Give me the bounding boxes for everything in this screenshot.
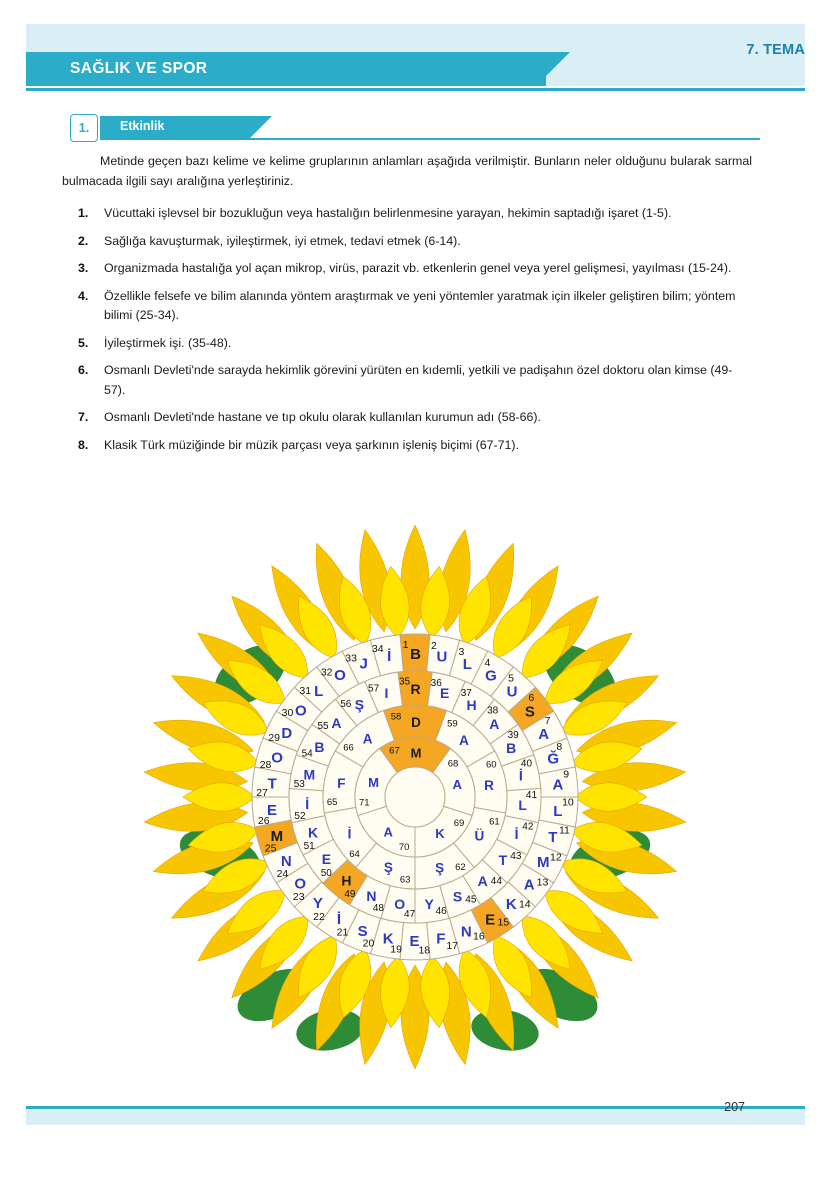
puzzle-cell-letter: T [267, 775, 277, 793]
puzzle-cell-number: 54 [301, 748, 313, 760]
puzzle-cell-letter: K [382, 930, 394, 948]
puzzle-cell-letter: K [307, 824, 319, 841]
puzzle-cell-number: 43 [510, 850, 522, 862]
puzzle-cell-letter: D [411, 714, 421, 730]
puzzle-cell-letter: M [368, 775, 379, 791]
puzzle-cell-letter: M [270, 828, 284, 846]
activity-header [70, 114, 760, 140]
list-item-number: 5. [78, 335, 89, 350]
puzzle-cell-number: 7 [544, 715, 551, 728]
puzzle-cell-letter: Ğ [547, 750, 560, 768]
puzzle-cell-letter: H [466, 697, 477, 714]
spiral-puzzle-svg [100, 525, 730, 1085]
puzzle-cell-letter: N [460, 923, 472, 941]
puzzle-cell-number: 18 [418, 944, 431, 957]
puzzle-cell-letter: E [409, 932, 420, 950]
puzzle-cell-letter: L [462, 655, 472, 673]
puzzle-cell-letter: D [281, 724, 293, 742]
puzzle-cell-letter: İ [514, 825, 519, 842]
puzzle-cell-number: 19 [390, 943, 402, 956]
puzzle-cell-number: 40 [520, 758, 533, 770]
puzzle-cell-number: 68 [447, 758, 459, 770]
puzzle-cell-number: 14 [518, 898, 531, 911]
puzzle-cell-number: 42 [522, 821, 534, 833]
list-item-text: Osmanlı Devleti'nde sarayda hekimlik görevini yürüten en kıdemli, yetkili ve padişahın özel doktoru olan kimse (49-57). [104, 363, 733, 397]
list-item-text: Organizmada hastalığa yol açan mikrop, virüs, parazit vb. etkenlerin genel veya yerel gelişmesi, yayılması (15-24). [104, 261, 732, 275]
puzzle-cell-letter: İ [336, 911, 342, 929]
puzzle-cell-letter: K [435, 825, 445, 841]
list-item [78, 408, 750, 428]
activity-pill-tail [250, 116, 272, 138]
list-item-text: İyileştirmek işi. (35-48). [104, 335, 232, 350]
puzzle-cell-number: 4 [484, 656, 491, 669]
list-item-text: Klasik Türk müziğinde bir müzik parçası veya şarkının işleniş biçimi (67-71). [104, 437, 520, 452]
puzzle-cell-number: 57 [368, 683, 380, 695]
list-item-number: 1. [78, 206, 89, 220]
list-item-number: 8. [78, 437, 89, 452]
activity-label: Etkinlik [120, 119, 165, 133]
page-number: 207 [724, 1100, 745, 1114]
puzzle-cell-letter: H [341, 872, 352, 889]
puzzle-cell-number: 55 [317, 720, 329, 732]
puzzle-cell-letter: İ [305, 795, 310, 812]
puzzle-cell-number: 58 [390, 711, 402, 723]
puzzle-cell-number: 29 [268, 731, 280, 744]
list-item [78, 259, 750, 279]
puzzle-cell-letter: E [267, 802, 278, 820]
list-item-text: Vücuttaki işlevsel bir bozukluğun veya hastalığın belirlenmesine yarayan, hekimin saptadığı işaret (1-5). [104, 206, 672, 220]
puzzle-cell-letter: A [523, 876, 535, 894]
puzzle-cell-number: 62 [455, 861, 466, 873]
puzzle-cell-number: 1 [402, 638, 409, 651]
puzzle-cell-number: 6 [528, 692, 535, 705]
list-item-number: 6. [78, 363, 89, 377]
puzzle-cell-number: 69 [453, 817, 465, 829]
puzzle-cell-number: 38 [487, 705, 499, 717]
puzzle-cell-letter: B [410, 645, 421, 663]
puzzle-cell-number: 23 [292, 891, 305, 904]
puzzle-cell-number: 26 [257, 815, 270, 828]
definition-list [78, 204, 750, 463]
puzzle-center [385, 767, 445, 827]
puzzle-cell-letter: R [484, 777, 494, 793]
puzzle-cell-number: 63 [399, 874, 411, 886]
puzzle-cell-number: 64 [349, 849, 360, 861]
activity-divider [100, 138, 760, 140]
puzzle-cell-letter: F [436, 930, 446, 948]
puzzle-cell-letter: Ü [474, 828, 485, 844]
puzzle-cell-letter: B [314, 738, 325, 755]
puzzle-cell-number: 10 [562, 796, 574, 809]
puzzle-cell-letter: M [536, 853, 550, 871]
list-item-number: 4. [78, 288, 89, 303]
puzzle-cell-number: 13 [536, 876, 549, 889]
puzzle-cell-number: 50 [320, 867, 332, 879]
puzzle-cell-number: 32 [320, 666, 333, 679]
list-item-number: 2. [78, 233, 89, 248]
unit-title: SAĞLIK VE SPOR [70, 60, 208, 77]
puzzle-cell-letter: A [452, 777, 462, 793]
list-item-text: Osmanlı Devleti'nde hastane ve tıp okulu olarak kullanılan kurumun adı (58-66). [104, 410, 541, 424]
puzzle-cell-number: 49 [344, 889, 356, 901]
puzzle-cell-number: 12 [550, 851, 562, 864]
puzzle-cell-number: 56 [340, 698, 352, 710]
puzzle-cell-number: 30 [281, 707, 294, 720]
puzzle-cell-number: 11 [559, 824, 570, 837]
puzzle-cell-letter: A [552, 776, 564, 794]
puzzle-cell-letter: M [303, 766, 316, 783]
theme-label: 7. TEMA [746, 42, 805, 58]
puzzle-cell-letter: O [334, 667, 346, 685]
puzzle-cell-letter: İ [347, 826, 352, 842]
puzzle-cell-letter: A [489, 715, 500, 732]
list-item [78, 204, 750, 224]
puzzle-cell-letter: L [553, 803, 563, 821]
instruction-text: Metinde geçen bazı kelime ve kelime gruplarının anlamları aşağıda verilmiştir. Bunların neler olduğunu bularak sarmal bulmacada ilgili sayı aralığına yerleştiriniz. [62, 154, 752, 188]
puzzle-cell-letter: İ [518, 767, 523, 784]
puzzle-cell-number: 2 [430, 639, 437, 652]
puzzle-cell-number: 16 [473, 930, 485, 943]
puzzle-cell-number: 21 [336, 926, 349, 939]
puzzle-cell-letter: A [538, 725, 550, 743]
puzzle-cell-letter: L [518, 796, 527, 813]
puzzle-cell-number: 8 [556, 740, 563, 753]
puzzle-cell-letter: R [410, 681, 421, 698]
activity-pill [100, 116, 250, 138]
puzzle-cell-number: 28 [259, 758, 272, 771]
puzzle-cell-letter: A [362, 731, 373, 747]
puzzle-cell-number: 39 [507, 729, 519, 741]
list-item [78, 436, 750, 456]
puzzle-cell-number: 25 [264, 842, 277, 855]
puzzle-cell-number: 31 [299, 685, 312, 698]
list-item [78, 361, 750, 400]
puzzle-cell-number: 44 [490, 875, 502, 887]
puzzle-cell-letter: B [506, 739, 517, 756]
puzzle-cell-letter: İ [387, 648, 392, 666]
puzzle-cell-number: 65 [326, 796, 338, 808]
puzzle-cell-letter: I [384, 684, 389, 701]
puzzle-cell-letter: O [294, 702, 307, 720]
puzzle-cell-letter: S [524, 703, 535, 721]
list-item-text: Sağlığa kavuşturmak, iyileştirmek, iyi etmek, tedavi etmek (6-14). [104, 233, 461, 248]
puzzle-cell-letter: K [505, 895, 517, 913]
puzzle-cell-number: 9 [563, 768, 570, 781]
puzzle-cell-number: 71 [358, 797, 370, 809]
puzzle-cell-letter: A [477, 873, 488, 890]
puzzle-cell-letter: U [506, 683, 518, 701]
puzzle-cell-number: 52 [294, 810, 306, 822]
puzzle-cell-letter: G [485, 667, 497, 685]
puzzle-cell-number: 59 [447, 718, 458, 730]
puzzle-cell-letter: T [498, 851, 508, 868]
list-item-number: 7. [78, 410, 89, 424]
puzzle-cell-letter: E [440, 685, 450, 702]
list-item [78, 232, 750, 252]
puzzle-cell-letter: A [383, 824, 393, 840]
puzzle-cell-letter: O [394, 895, 406, 912]
list-item [78, 287, 750, 326]
puzzle-cell-letter: M [410, 745, 422, 761]
puzzle-cell-letter: T [548, 829, 558, 847]
puzzle-cell-number: 51 [303, 841, 315, 853]
puzzle-cell-letter: A [331, 714, 342, 731]
puzzle-cell-number: 70 [398, 842, 410, 854]
activity-number: 1. [70, 114, 98, 142]
puzzle-cell-letter: Ş [383, 859, 393, 875]
puzzle-cell-number: 45 [465, 894, 477, 906]
puzzle-cell-letter: E [321, 850, 332, 867]
puzzle-cell-letter: O [271, 749, 283, 767]
puzzle-cell-number: 67 [389, 745, 400, 757]
puzzle-cell-number: 60 [485, 759, 497, 771]
puzzle-cell-number: 22 [313, 910, 325, 923]
puzzle-cell-number: 41 [525, 789, 538, 801]
puzzle-cell-number: 61 [489, 816, 500, 828]
puzzle-cell-number: 15 [497, 916, 510, 929]
puzzle-cell-number: 17 [446, 940, 459, 953]
puzzle-cell-number: 20 [362, 937, 375, 950]
puzzle-cell-number: 37 [460, 687, 472, 699]
puzzle-cell-letter: N [280, 852, 292, 870]
puzzle-cell-letter: S [357, 923, 368, 941]
puzzle-cell-letter: Y [312, 895, 323, 913]
puzzle-cell-number: 66 [343, 742, 354, 754]
puzzle-cell-number: 53 [293, 779, 305, 791]
puzzle-cell-letter: U [436, 648, 448, 666]
puzzle-cell-letter: Ş [354, 696, 365, 713]
puzzle-cell-number: 46 [435, 906, 447, 918]
puzzle-cell-letter: J [359, 655, 368, 673]
puzzle-cell-number: 48 [372, 903, 384, 915]
list-item [78, 334, 750, 354]
spiral-puzzle [100, 525, 730, 1085]
footer-band [26, 1109, 805, 1125]
puzzle-cell-number: 47 [404, 908, 416, 920]
puzzle-cell-number: 36 [430, 677, 442, 689]
puzzle-cell-letter: A [459, 733, 469, 749]
puzzle-cell-letter: E [485, 911, 496, 929]
puzzle-cell-number: 33 [345, 652, 357, 665]
instruction-paragraph [62, 152, 752, 191]
puzzle-cell-letter: L [314, 682, 324, 700]
puzzle-cell-number: 5 [508, 672, 514, 685]
puzzle-cell-letter: S [452, 888, 463, 905]
puzzle-cell-letter: N [366, 887, 377, 904]
puzzle-cell-number: 3 [458, 645, 465, 658]
puzzle-cell-number: 24 [276, 868, 289, 881]
list-item-number: 3. [78, 261, 89, 275]
puzzle-cell-letter: Ş [435, 860, 445, 876]
list-item-text: Özellikle felsefe ve bilim alanında yöntem araştırmak ve yeni yöntemler yaratmak için ilkeler geliştiren bilim; yöntem bilimi (25-34). [104, 288, 736, 322]
puzzle-cell-number: 34 [371, 643, 384, 656]
puzzle-cell-letter: Y [424, 896, 434, 913]
puzzle-cell-letter: O [294, 875, 307, 893]
puzzle-cell-letter: F [337, 775, 346, 791]
puzzle-cell-number: 35 [398, 676, 411, 688]
header-divider [26, 88, 805, 91]
puzzle-cell-number: 27 [256, 786, 268, 799]
